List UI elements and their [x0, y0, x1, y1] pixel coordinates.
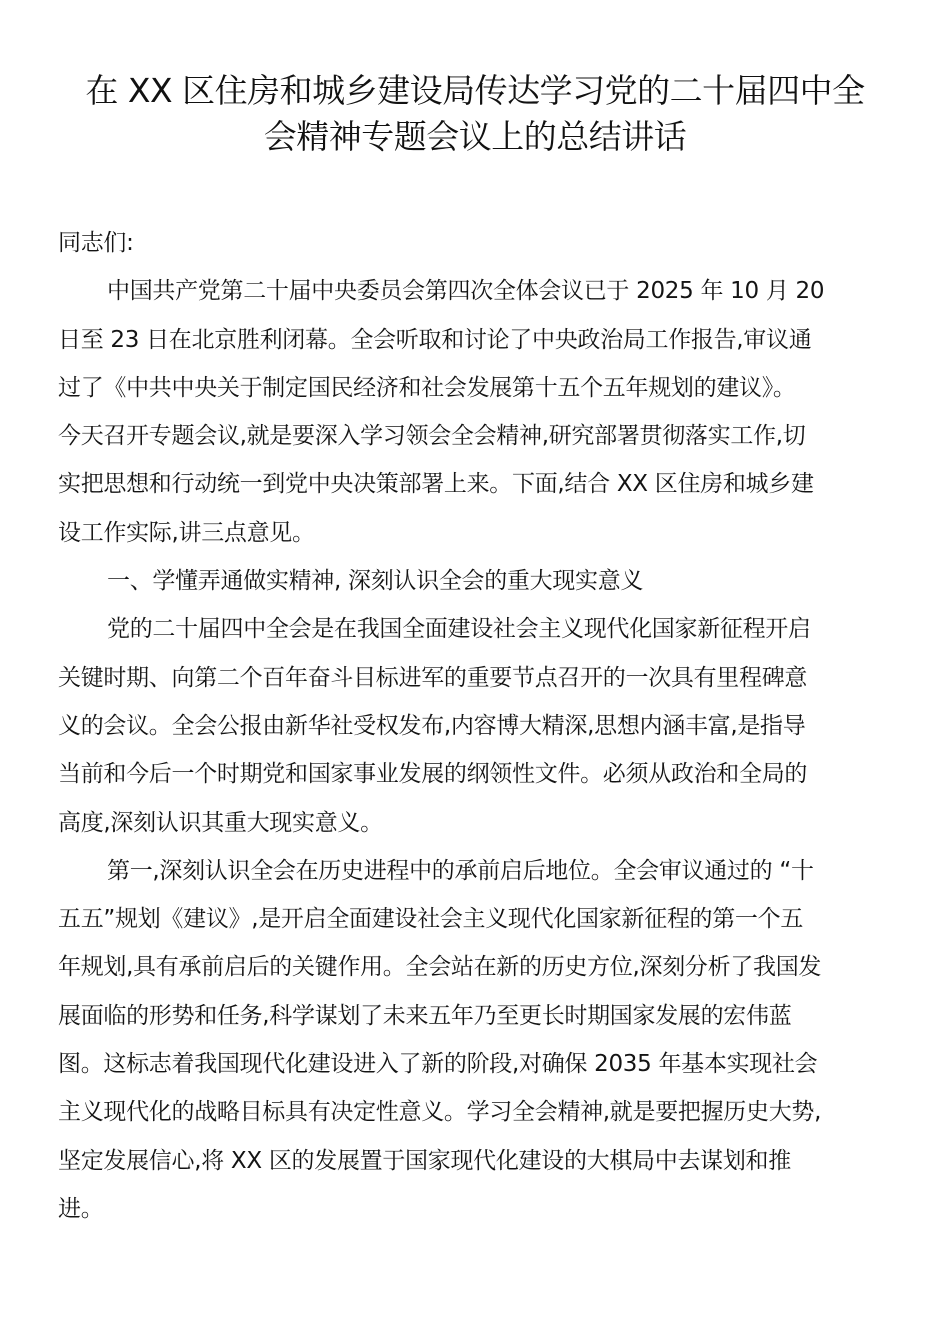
body-line: 年规划,具有承前启后的关键作用。全会站在新的历史方位,深刻分析了我国发 [58, 954, 822, 981]
body-line: 义的会议。全会公报由新华社受权发布,内容博大精深,思想内涵丰富,是指导 [58, 712, 806, 739]
body-line: 展面临的形势和任务,科学谋划了未来五年乃至更长时期国家发展的宏伟蓝 [58, 1002, 792, 1029]
body-line: 设工作实际,讲三点意见。 [58, 519, 315, 546]
body-line: 进。 [58, 1195, 104, 1222]
section-heading-1: 一、学懂弄通做实精神, 深刻认识全会的重大现实意义 [107, 568, 644, 595]
body-line: 第一,深刻认识全会在历史进程中的承前启后地位。全会审议通过的 “十 [107, 857, 814, 884]
title-line-2: 会精神专题会议上的总结讲话 [263, 117, 687, 156]
body-line: 当前和今后一个时期党和国家事业发展的纲领性文件。必须从政治和全局的 [58, 761, 808, 788]
body-line: 今天召开专题会议,就是要深入学习领会全会精神,研究部署贯彻落实工作,切 [58, 423, 806, 450]
body-line: 五五”规划《建议》,是开启全面建设社会主义现代化国家新征程的第一个五 [58, 906, 804, 933]
body-line: 主义现代化的战略目标具有决定性意义。学习全会精神,就是要把握历史大势, [58, 1099, 822, 1126]
body-line: 实把思想和行动统一到党中央决策部署上来。下面,结合 XX 区住房和城乡建 [58, 471, 814, 498]
document-body [58, 219, 898, 1233]
salutation: 同志们: [58, 230, 134, 256]
body-line: 坚定发展信心,将 XX 区的发展置于国家现代化建设的大棋局中去谋划和推 [58, 1147, 791, 1174]
body-line: 图。这标志着我国现代化建设进入了新的阶段,对确保 2035 年基本实现社会 [58, 1051, 818, 1078]
document-title [40, 68, 910, 160]
body-line: 中国共产党第二十届中央委员会第四次全体会议已于 2025 年 10 月 20 [107, 278, 825, 305]
title-line-1: 在 XX 区住房和城乡建设局传达学习党的二十届四中全 [85, 71, 865, 110]
body-line: 党的二十届四中全会是在我国全面建设社会主义现代化国家新征程开启 [107, 616, 811, 643]
body-line: 高度,深刻认识其重大现实意义。 [58, 809, 383, 836]
body-line: 过了《中共中央关于制定国民经济和社会发展第十五个五年规划的建议》。 [58, 374, 796, 401]
body-line: 日至 23 日在北京胜利闭幕。全会听取和讨论了中央政治局工作报告,审议通 [58, 326, 812, 353]
body-line: 关键时期、向第二个百年奋斗目标进军的重要节点召开的一次具有里程碑意 [58, 664, 808, 691]
